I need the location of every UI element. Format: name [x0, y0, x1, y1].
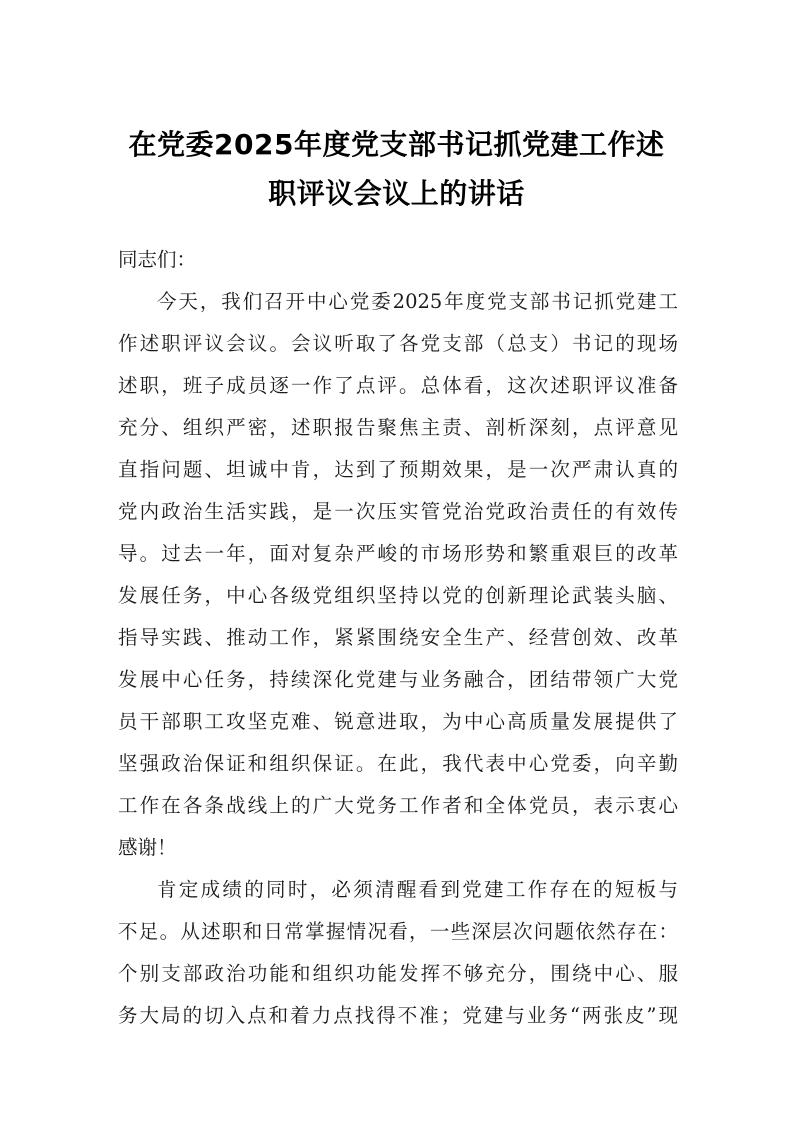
paragraph-1-line: 发展中心任务，持续深化党建与业务融合，团结带领广大党 — [118, 668, 678, 691]
document-title-line-1: 在党委2025年度党支部书记抓党建工作述 — [128, 128, 665, 161]
paragraph-1-line: 坚强政治保证和组织保证。在此，我代表中心党委，向辛勤 — [118, 752, 678, 775]
paragraph-1-line: 充分、组织严密，述职报告聚焦主责、剖析深刻，点评意见 — [118, 416, 678, 439]
salutation: 同志们： — [118, 248, 197, 271]
paragraph-1-line: 员干部职工攻坚克难、锐意进取，为中心高质量发展提供了 — [118, 710, 678, 733]
paragraph-1-line: 发展任务，中心各级党组织坚持以党的创新理论武装头脑、 — [118, 584, 678, 607]
document-title-line-2: 职评议会议上的讲话 — [268, 177, 525, 210]
paragraph-1-line: 导。过去一年，面对复杂严峻的市场形势和繁重艰巨的改革 — [118, 542, 678, 565]
paragraph-1-line: 工作在各条战线上的广大党务工作者和全体党员，表示衷心 — [118, 794, 678, 817]
paragraph-1-line: 作述职评议会议。会议听取了各党支部（总支）书记的现场 — [118, 332, 678, 355]
paragraph-1-line: 党内政治生活实践，是一次压实管党治党政治责任的有效传 — [118, 500, 678, 523]
paragraph-2-line: 肯定成绩的同时，必须清醒看到党建工作存在的短板与 — [157, 878, 678, 901]
paragraph-1-line: 今天，我们召开中心党委2025年度党支部书记抓党建工 — [157, 290, 678, 313]
paragraph-2-line: 务大局的切入点和着力点找得不准；党建与业务“两张皮”现 — [118, 1004, 678, 1027]
paragraph-1-line: 指导实践、推动工作，紧紧围绕安全生产、经营创效、改革 — [118, 626, 678, 649]
paragraph-1-line: 述职，班子成员逐一作了点评。总体看，这次述职评议准备 — [118, 374, 678, 397]
paragraph-2-line: 不足。从述职和日常掌握情况看，一些深层次问题依然存在： — [118, 920, 678, 943]
paragraph-1-line: 感谢！ — [118, 836, 177, 859]
paragraph-1-line: 直指问题、坦诚中肯，达到了预期效果，是一次严肃认真的 — [118, 458, 678, 481]
paragraph-2-line: 个别支部政治功能和组织功能发挥不够充分，围绕中心、服 — [118, 962, 678, 985]
